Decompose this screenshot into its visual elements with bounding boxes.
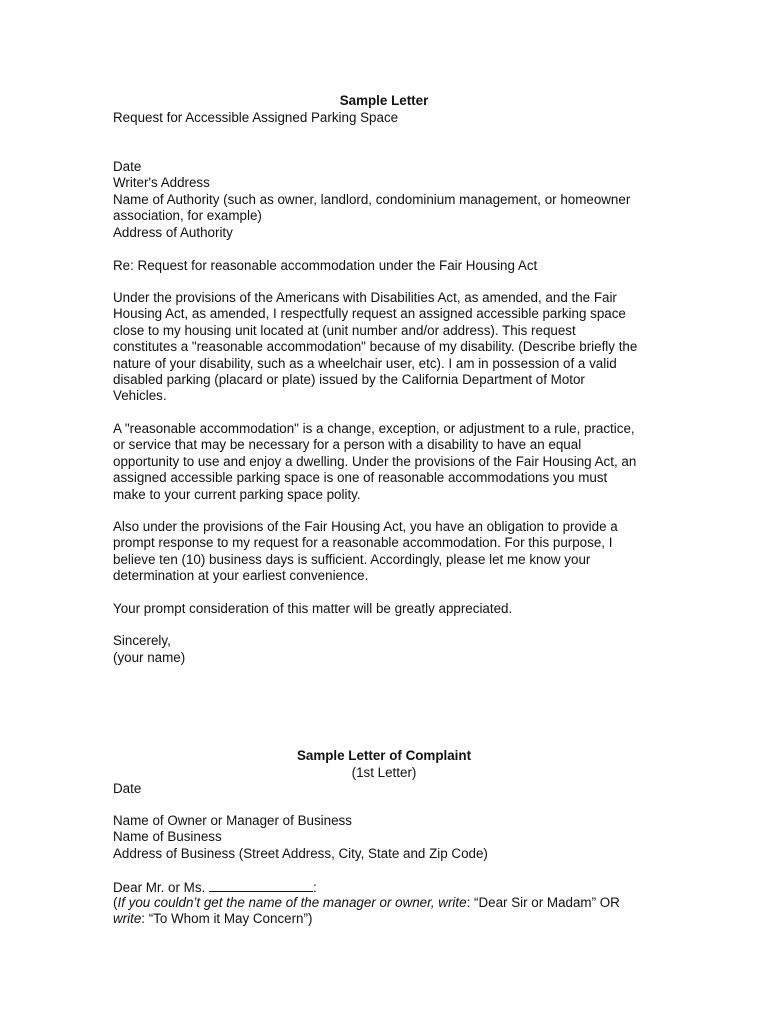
- letter1-subtitle: Request for Accessible Assigned Parking Space: [113, 110, 399, 125]
- paragraph-line: determination at your earliest convenience.: [113, 568, 369, 584]
- letter2-title: Sample Letter of Complaint: [296, 748, 472, 763]
- paragraph-line: prompt response to my request for a reasonable accommodation. For this purpose, I: [113, 535, 613, 551]
- paragraph-line: nature of your disability, such as a wheelchair user, etc). I am in possession of a valid: [113, 355, 617, 371]
- letter2-salutation: [113, 879, 658, 896]
- letter1-paragraph-2: [113, 421, 658, 503]
- paragraph-line: Housing Act, as amended, I respectfully request an assigned accessible parking space: [113, 306, 626, 322]
- paragraph-line: disabled parking (placard or plate) issued by the California Department of Motor: [113, 372, 585, 388]
- note-italic-text: If you couldn’t get the name of the manager or owner, write: [117, 895, 467, 910]
- letter2-date: Date: [113, 781, 142, 796]
- header-line: Name of Authority (such as owner, landlord, condominium management, or homeowner: [113, 191, 631, 207]
- header-line: Address of Authority: [113, 224, 233, 240]
- paragraph-line: Also under the provisions of the Fair Housing Act, you have an obligation to provide a: [113, 519, 618, 534]
- paragraph-line: opportunity to use and enjoy a dwelling. Under the provisions of the Fair Housing Act, an: [113, 453, 637, 469]
- note-open-paren: (: [113, 895, 118, 910]
- letter2-instruction-note: [113, 895, 658, 928]
- paragraph-line: Vehicles.: [113, 388, 167, 404]
- address-line: Address of Business (Street Address, City, State and Zip Code): [113, 845, 488, 861]
- salutation-prefix: Dear Mr. or Ms.: [113, 880, 209, 895]
- letter1-re-line: Re: Request for reasonable accommodation under the Fair Housing Act: [113, 258, 538, 273]
- paragraph-line: make to your current parking space polity.: [113, 486, 361, 502]
- letter1-paragraph-1: [113, 290, 658, 405]
- salutation-suffix: :: [312, 880, 317, 895]
- paragraph-line: believe ten (10) business days is sufficient. Accordingly, please let me know your: [113, 551, 591, 567]
- note-text: : “Dear Sir or Madam” OR: [466, 895, 620, 910]
- letter1-closing: Sincerely,: [113, 633, 171, 648]
- address-line: Name of Owner or Manager of Business: [113, 813, 352, 828]
- letter1-signature: (your name): [113, 650, 186, 665]
- paragraph-line: constitutes a "reasonable accommodation" because of my disability. (Describe briefly the: [113, 339, 638, 355]
- letter1-paragraph-3: [113, 519, 658, 585]
- letter2-subtitle: (1st Letter): [351, 765, 417, 780]
- paragraph-line: A "reasonable accommodation" is a change, exception, or adjustment to a rule, practice,: [113, 421, 635, 436]
- letter1-title: Sample Letter: [339, 93, 429, 108]
- paragraph-line: Under the provisions of the Americans with Disabilities Act, as amended, and the Fair: [113, 290, 617, 305]
- paragraph-line: close to my housing unit located at (unit number and/or address). This request: [113, 322, 576, 338]
- header-line: Writer's Address: [113, 175, 210, 191]
- address-line: Name of Business: [113, 829, 222, 845]
- header-line: Date: [113, 159, 142, 174]
- header-line: association, for example): [113, 208, 262, 224]
- name-blank: [209, 879, 313, 892]
- letter1-header: [113, 159, 658, 241]
- paragraph-line: assigned accessible parking space is one of reasonable accommodations you must: [113, 470, 608, 486]
- note-text: : “To Whom it May Concern”): [141, 911, 313, 927]
- letter2-address: [113, 813, 658, 862]
- note-italic-text: write: [113, 911, 142, 927]
- paragraph-line: or service that may be necessary for a person with a disability to have an equal: [113, 437, 582, 453]
- letter1-paragraph-4: Your prompt consideration of this matter will be greatly appreciated.: [113, 601, 513, 616]
